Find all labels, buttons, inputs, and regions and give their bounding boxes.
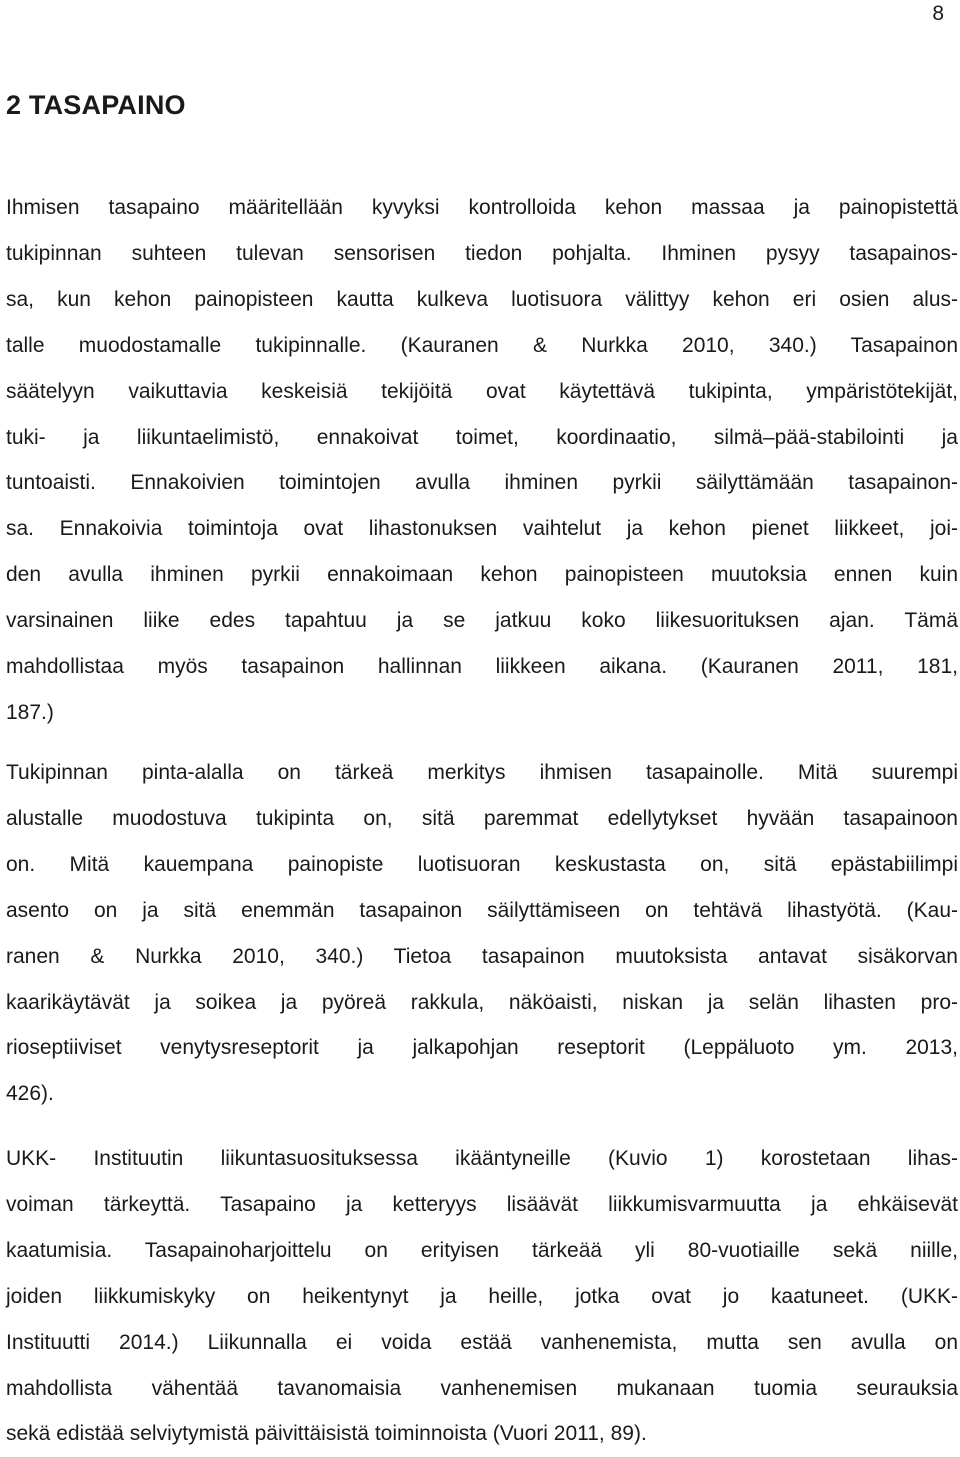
text-line: alustalle muodostuva tukipinta on, sitä paremmat edellytykset hyvään tasapainoon <box>6 806 958 830</box>
text-line: talle muodostamalle tukipinnalle. (Kauranen & Nurkka 2010, 340.) Tasapainon <box>6 333 958 357</box>
text-line: on. Mitä kauempana painopiste luotisuoran keskustasta on, sitä epästabiilimpi <box>6 852 958 876</box>
text-line: den avulla ihminen pyrkii ennakoimaan kehon painopisteen muutoksia ennen kuin <box>6 563 958 587</box>
text-line: ranen & Nurkka 2010, 340.) Tietoa tasapainon muutoksista antavat sisäkorvan <box>6 944 958 968</box>
text-line: mahdollistaa myös tasapainon hallinnan liikkeen aikana. (Kauranen 2011, 181, <box>6 655 958 679</box>
paragraph-balance-definition <box>6 185 958 736</box>
text-line: varsinainen liike edes tapahtuu ja se jatkuu koko liikesuorituksen ajan. Tämä <box>6 609 958 633</box>
text-line: asento on ja sitä enemmän tasapainon säilyttämiseen on tehtävä lihastyötä. (Kau- <box>6 898 958 922</box>
text-line: sa, kun kehon painopisteen kautta kulkeva luotisuora välittyy kehon eri osien alus- <box>6 287 958 311</box>
text-line: tukipinnan suhteen tulevan sensorisen tiedon pohjalta. Ihminen pysyy tasapainos- <box>6 241 958 265</box>
text-line: 426). <box>6 1082 54 1106</box>
paragraph-support-surface <box>6 750 958 1117</box>
text-line: sa. Ennakoivia toimintoja ovat lihastonuksen vaihtelut ja kehon pienet liikkeet, joi- <box>6 517 958 541</box>
text-line: UKK- Instituutin liikuntasuosituksessa ikääntyneille (Kuvio 1) korostetaan lihas- <box>6 1147 958 1170</box>
text-line: kaatumisia. Tasapainoharjoittelu on erityisen tärkeää yli 80-vuotiaille sekä niille, <box>6 1238 958 1262</box>
paragraph-ukk-recommendation <box>6 1136 958 1457</box>
text-line: rioseptiiviset venytysreseptorit ja jalkapohjan reseptorit (Leppäluoto ym. 2013, <box>6 1036 958 1060</box>
text-line: 187.) <box>6 700 54 724</box>
text-line: Tukipinnan pinta-alalla on tärkeä merkitys ihmisen tasapainolle. Mitä suurempi <box>6 761 958 784</box>
text-line: säätelyyn vaikuttavia keskeisiä tekijöitä ovat käytettävä tukipinta, ympäristötekijät, <box>6 379 958 403</box>
text-line: kaarikäytävät ja soikea ja pyöreä rakkula, näköaisti, niskan ja selän lihasten pro- <box>6 990 958 1014</box>
text-line: sekä edistää selviytymistä päivittäisistä toiminnoista (Vuori 2011, 89). <box>6 1422 647 1446</box>
text-line: Instituutti 2014.) Liikunnalla ei voida estää vanhenemista, mutta sen avulla on <box>6 1330 958 1354</box>
text-line: tuntoaisti. Ennakoivien toimintojen avulla ihminen pyrkii säilyttämään tasapainon- <box>6 471 958 495</box>
text-line: Ihmisen tasapaino määritellään kyvyksi kontrolloida kehon massaa ja painopistettä <box>6 196 958 219</box>
text-line: tuki- ja liikuntaelimistö, ennakoivat toimet, koordinaatio, silmä–pää-stabilointi ja <box>6 425 958 449</box>
section-heading: 2 TASAPAINO <box>6 90 186 120</box>
page-number: 8 <box>932 2 944 25</box>
text-line: mahdollista vähentää tavanomaisia vanhenemisen mukanaan tuomia seurauksia <box>6 1376 958 1400</box>
text-line: voiman tärkeyttä. Tasapaino ja ketteryys lisäävät liikkumisvarmuutta ja ehkäisevät <box>6 1192 958 1216</box>
text-line: joiden liikkumiskyky on heikentynyt ja heille, jotka ovat jo kaatuneet. (UKK- <box>6 1284 958 1308</box>
